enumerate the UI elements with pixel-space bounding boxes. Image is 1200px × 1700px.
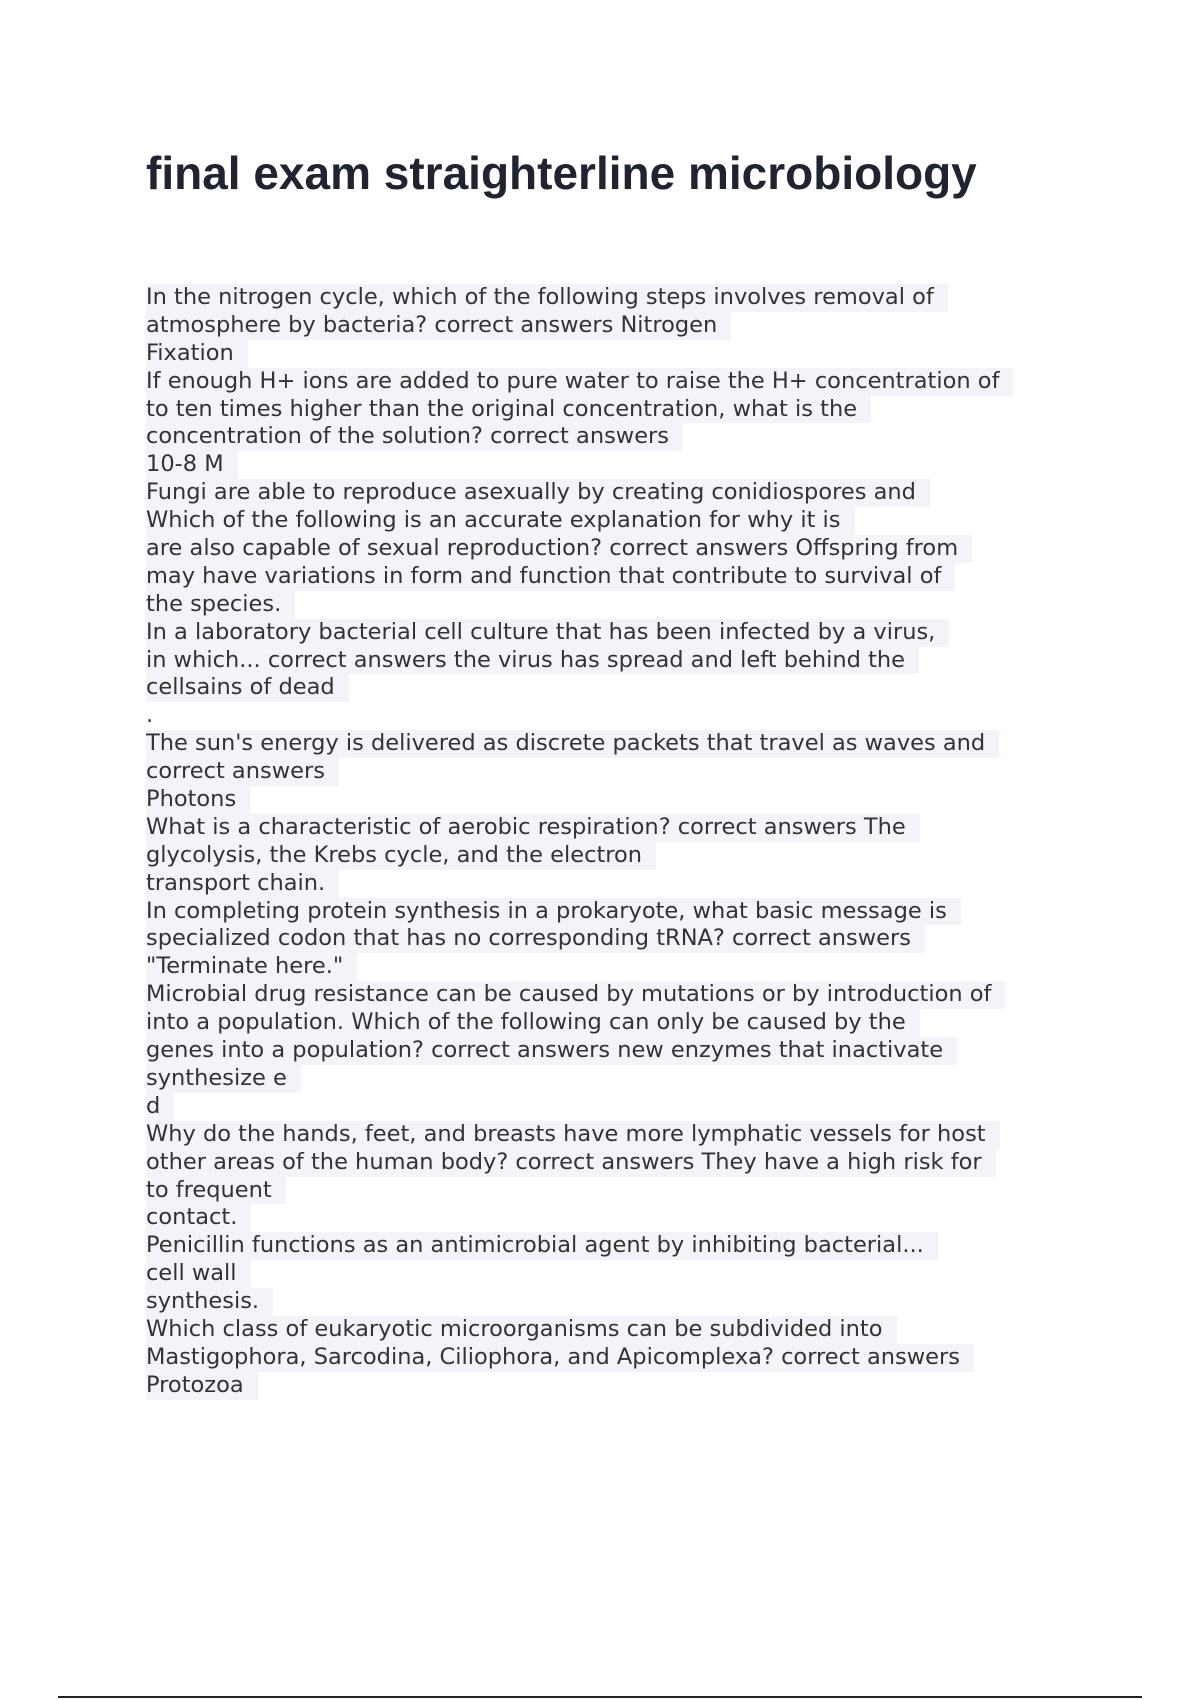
text-line: glycolysis, the Krebs cycle, and the electron: [146, 842, 1106, 870]
text-line: into a population. Which of the following can only be caused by the: [146, 1009, 1106, 1037]
text-line: contact.: [146, 1204, 1106, 1232]
text-line: What is a characteristic of aerobic respiration? correct answers The: [146, 814, 1106, 842]
text-line: .: [146, 702, 154, 729]
text-line: the species.: [146, 591, 1106, 619]
text-line: to ten times higher than the original concentration, what is the: [146, 396, 1106, 424]
text-line: If enough H+ ions are added to pure water to raise the H+ concentration of: [146, 368, 1106, 396]
text-line: transport chain.: [146, 870, 1106, 898]
page-title: final exam straighterline microbiology: [146, 147, 977, 199]
text-line: Mastigophora, Sarcodina, Ciliophora, and Apicomplexa? correct answers: [146, 1344, 1106, 1372]
text-line: Penicillin functions as an antimicrobial agent by inhibiting bacterial...: [146, 1232, 1106, 1260]
text-line: synthesize e: [146, 1065, 1106, 1093]
text-line: Photons: [146, 786, 1106, 814]
text-line: Fungi are able to reproduce asexually by creating conidiospores and: [146, 479, 1106, 507]
text-line: The sun's energy is delivered as discrete packets that travel as waves and: [146, 730, 1106, 758]
text-line: Why do the hands, feet, and breasts have more lymphatic vessels for host: [146, 1121, 1106, 1149]
text-line: Which class of eukaryotic microorganisms can be subdivided into: [146, 1316, 1106, 1344]
text-line: other areas of the human body? correct answers They have a high risk for: [146, 1149, 1106, 1177]
text-line: cell wall: [146, 1260, 1106, 1288]
text-line: in which... correct answers the virus has spread and left behind the: [146, 647, 1106, 675]
text-line: correct answers: [146, 758, 1106, 786]
text-line: cellsains of dead: [146, 674, 1106, 702]
text-line: 10-8 M: [146, 451, 1106, 479]
text-line: synthesis.: [146, 1288, 1106, 1316]
text-line: concentration of the solution? correct answers: [146, 423, 1106, 451]
text-line: "Terminate here.": [146, 953, 1106, 981]
text-line: In completing protein synthesis in a prokaryote, what basic message is: [146, 898, 1106, 926]
text-line: genes into a population? correct answers new enzymes that inactivate: [146, 1037, 1106, 1065]
exam-text: [146, 284, 1106, 1400]
text-line: atmosphere by bacteria? correct answers Nitrogen: [146, 312, 1106, 340]
text-line: are also capable of sexual reproduction? correct answers Offspring from: [146, 535, 1106, 563]
text-line: specialized codon that has no corresponding tRNA? correct answers: [146, 925, 1106, 953]
footer-divider: [58, 1696, 1142, 1698]
text-line: In a laboratory bacterial cell culture that has been infected by a virus,: [146, 619, 1106, 647]
text-line: Protozoa: [146, 1372, 1106, 1400]
text-line: In the nitrogen cycle, which of the following steps involves removal of: [146, 284, 1106, 312]
text-line: Fixation: [146, 340, 1106, 368]
text-line: d: [146, 1093, 1106, 1121]
text-line: Which of the following is an accurate explanation for why it is: [146, 507, 1106, 535]
text-line: Microbial drug resistance can be caused by mutations or by introduction of: [146, 981, 1106, 1009]
text-line: may have variations in form and function that contribute to survival of: [146, 563, 1106, 591]
text-line: to frequent: [146, 1177, 1106, 1205]
